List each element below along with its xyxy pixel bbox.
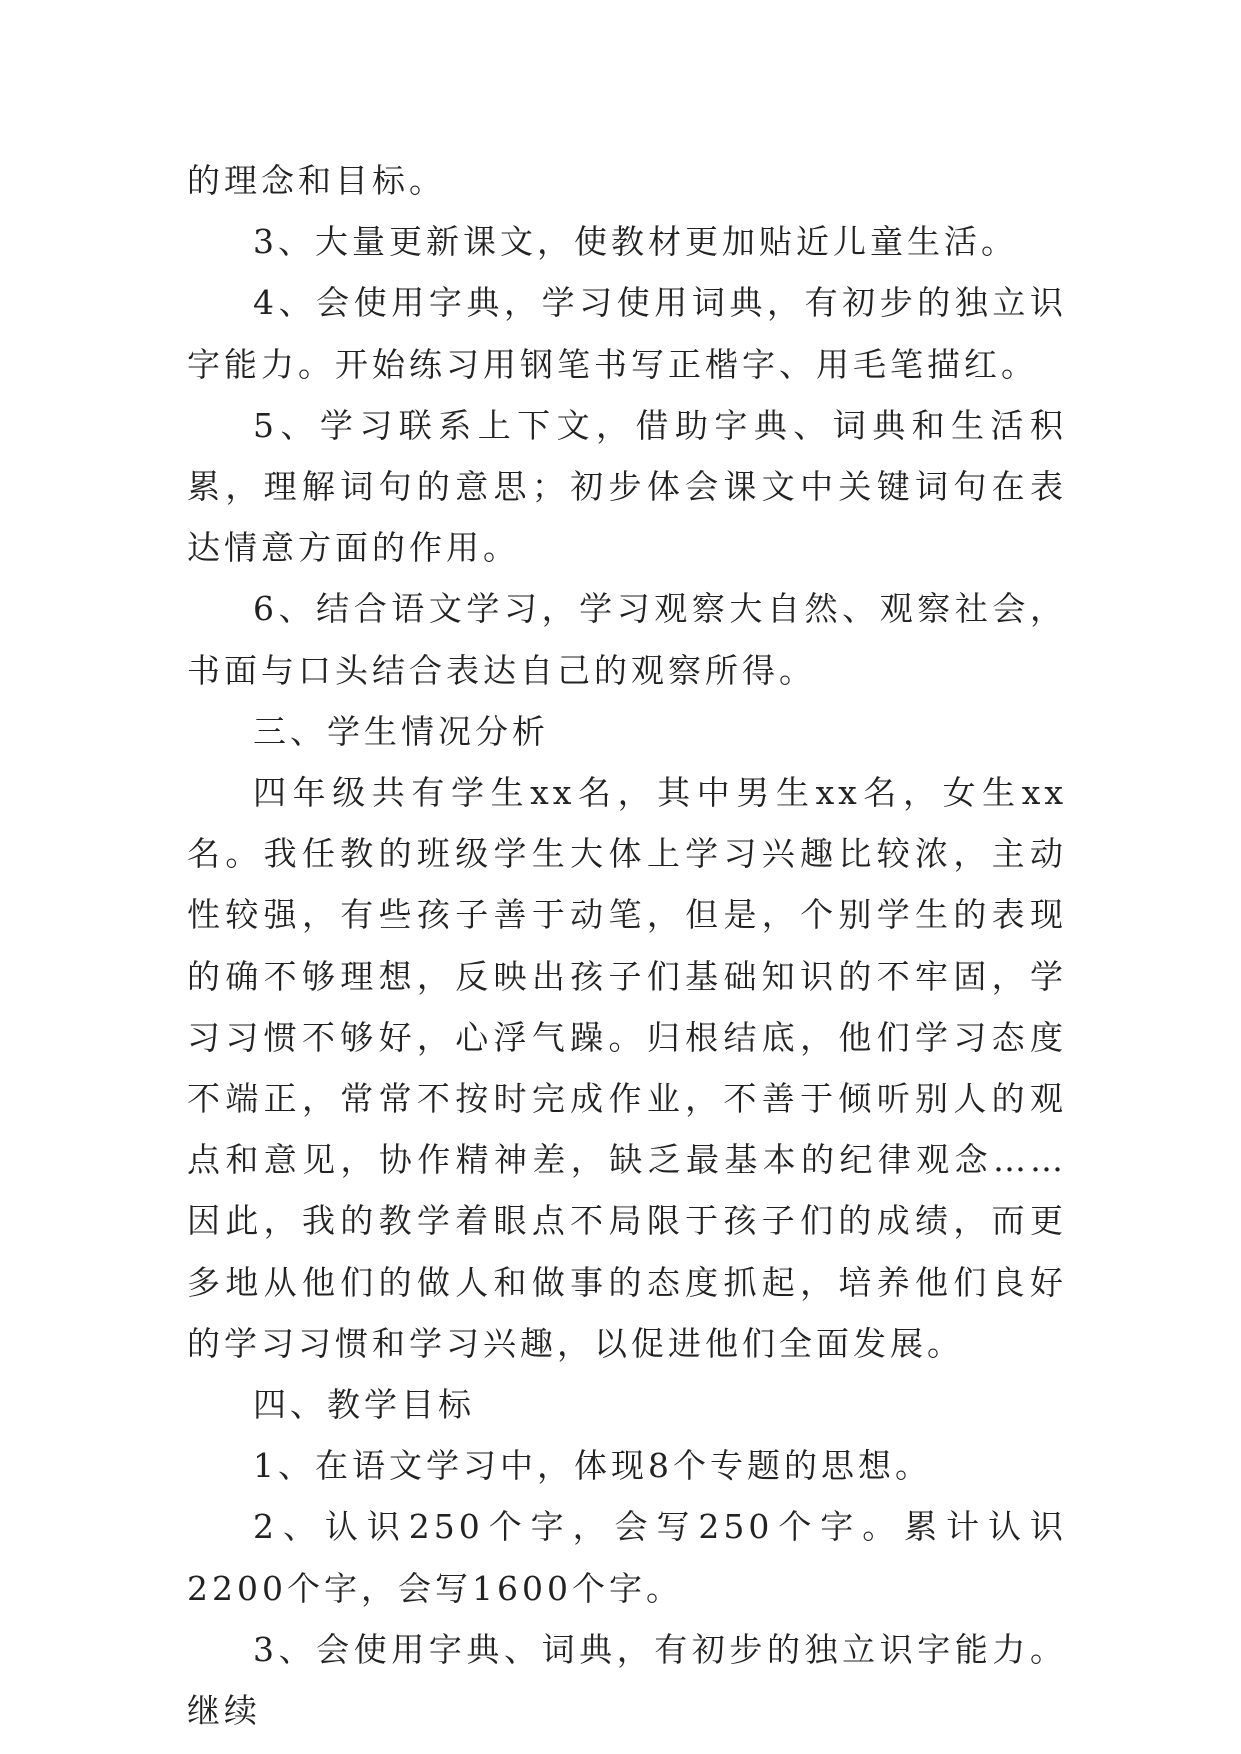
paragraph-goal-2: 2、认识250个字，会写250个字。累计认识2200个字，会写1600个字。 (187, 1507, 1067, 1608)
section-heading-teaching-goals: 四、教学目标 (253, 1385, 475, 1425)
paragraph-item-3: 3、大量更新课文，使教材更加贴近儿童生活。 (253, 222, 1018, 262)
paragraph-item-6: 6、结合语文学习，学习观察大自然、观察社会，书面与口头结合表达自己的观察所得。 (187, 589, 1067, 690)
document-body (187, 150, 1067, 1741)
section-heading-student-analysis: 三、学生情况分析 (253, 711, 549, 751)
paragraph-goal-3: 3、会使用字典、词典，有初步的独立识字能力。继续 (187, 1629, 1067, 1731)
paragraph-student-analysis: 四年级共有学生xx名，其中男生xx名，女生xx名。我任教的班级学生大体上学习兴趣比较浓，主动性较强，有些孩子善于动笔，但是，个别学生的表现的确不够理想，反映出孩子们基础知识的不牢固，学习习惯不够好，心浮气躁。归根结底，他们学习态度不端正，常常不按时完成作业，不善于倾听别人的观点和意见，协作精神差，缺乏最基本的纪律观念……因此，我的教学着眼点不局限于孩子们的成绩，而更多地从他们的做人和做事的态度抓起，培养他们良好的学习习惯和学习兴趣，以促进他们全面发展。 (187, 773, 1067, 1363)
paragraph-item-4: 4、会使用字典，学习使用词典，有初步的独立识字能力。开始练习用钢笔书写正楷字、用毛笔描红。 (187, 283, 1067, 384)
paragraph-goal-1: 1、在语文学习中，体现8个专题的思想。 (253, 1446, 932, 1486)
paragraph-item-5: 5、学习联系上下文，借助字典、词典和生活积累，理解词句的意思；初步体会课文中关键词句在表达情意方面的作用。 (187, 405, 1067, 568)
paragraph-continuation: 的理念和目标。 (187, 161, 446, 200)
